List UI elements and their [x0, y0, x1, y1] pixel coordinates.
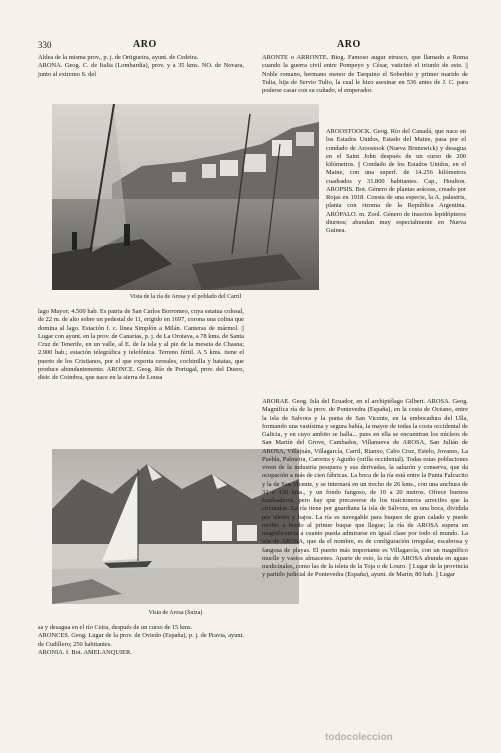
entry-arona: ARONA. Geog. C. de Italia (Lombardía), prov. y a 35 kms. NO. de Novara, junto al extremo S. del: [38, 62, 244, 78]
entry-arorae-arosa: ARORAE. Geog. Isla del Ecuador, en el archipiélago Gilbert. AROSA. Geog. Magnífica ría de la prov. de Pontevedra (España), en la costa de Océano, entre la isla de Salvora y la punta de San Vicente, en la embocadura del Ulla, formando una vastísima y segura bahía, la mayor de todas la costa occidental de Galicia, y en cuyo ambito se halla... pues en ella se encuentran los núcleos de San Martín del Grove, Cambados, Villanueva de AROSA, San Julián de AROSA, Villajuán, Villagarcía, Carril, Rianxo, Cabo Cruz, Estelo, Jovanes, La Puebla, Palmeira, Carreira y Aguiño (orilla occidental). Todas estas poblaciones viven de la industria pesquera y sus derivadas, la salazón y conserva, que da ocupación a más de cien fábricas. La boca de la ría está entre la Punta Falcucito y la de San Vicente, y se internará en un trecho de 26 kms., con una anchura de 32 a 128 kms., y un fondo fangoso, de 10 a 20 metros. Ofrece buenos fondeaderos, pero hay que precaverse de los traicioneros arrecifes que la circundan. La ría tiene por guardiana la isla de Sálvora, en una boca, dividida por islotes y bajos. La ría es navegable para buques de gran calado y puede recibir a bordo al primer buque que llegue; la ría de AROSA supera en magnificencia a cuanto pueda admirarse en igual clase por todo el mundo. La isla de AROSA, que da el nombre, es de configuración irregular, escabrosa y fangosa de playas. El puerto más importante es Villagarcía, con un magnífico muelle y vastos almacenes. Aparte de esto, la ría de AROSA abunda en aguas medicinales, como las de la isleta de la Toja o de Louro. || Lugar de la provincia y partido judicial de Pontevedra (España), ayunt. de Marín; 80 hab. || Lugar: [262, 398, 468, 579]
page-number: 330: [38, 40, 52, 50]
watermark: todocoleccion: [325, 732, 393, 743]
entry-aronia: ARONIA. f. Bot. AMELANQUIER.: [38, 648, 132, 656]
header-left: ARO: [133, 39, 157, 50]
caption-arosa: Vista de Arosa (Suiza): [148, 610, 203, 616]
header-right: ARO: [337, 39, 361, 50]
left-bottom-column: [38, 624, 244, 657]
entry-aldea: Aldea de la misma prov., p. j. de Ortigueira, ayunt. de Cedeira.: [38, 54, 199, 61]
entry-aronce-cont: sa y desagua en el río Ceira, después de un curso de 15 kms.: [38, 624, 193, 631]
right-top-column: [262, 54, 468, 95]
harbor-scene: [52, 104, 319, 290]
entry-aronte: ARONTE o ARRONTE. Biog. Famoso augur etrusco, que llamado a Roma cuando la guerra civil entre Pompeyo y César, vaticinó el triunfo de este. || Noble romano, hermano menor de Tarquino el Soberbio y primer marido de Tulia, hija de Servio Tulio, la cual le hizo asesinar en 536 antes de J. C. para poderse casar con su cuñado, el emperador.: [262, 54, 468, 94]
harbor-photo: [52, 104, 319, 290]
entry-aroostock: AROOSTOOCK. Geog. Río del Canadá, que nace en los Estados Unidos, Estado del Maine, pasa por el condado de Aroostook (Nueva Brunswick) y desagua en el Saint John después de un curso de 200 kilómetros. || Condado de los Estados Unidos, en el Maine, con una superf. de 14.256 kilómetros cuadrados y 31.800 habitantes. Cap., Houlton. AROPSIS. Bot. Género de plantas aráceas, creado por Rojas en 1918. Consta de una especie, la A. palustris, planta con rizoma de la República Argentina. ARÓPALO. m. Zool. Género de insectos lepidópteros diurnos; abundan muy especialmente en Nueva Guinea.: [326, 128, 466, 234]
caption-harbor: Vista de la ría de Arosa y el poblado del Carril: [129, 294, 242, 300]
left-top-column: [38, 54, 244, 79]
entry-arona-cont: lago Mayor; 4.500 hab. Es patria de San Carlos Borromeo, cuya estatua colosal, de 22 m. de alto sobre un pedestal de 11, erigido en 1697, corona una colina que domina al lago. Estación f. c. línea Simplón a Milán. Canteras de mármol. || Lugar con ayunt. en la prov. de Canarias, p. j. de La Orotava, a 78 kms. de Santa Cruz de Tenerife, en un valle, al E. de la isla y al pie de la meseta de Chasna; 2.900 hab.; estación telegráfica y telefónica. Terreno fértil. A 5 kms. tiene el puerto de los Cristianos, por el que exporta cereales, cochinilla y batatas, que produce abundantemente. ARONCE. Geog. Río de Portugal, prov. del Duero, distr. de Coimbra, que nace en la sierra de Lousa: [38, 308, 244, 381]
right-long-column: [262, 398, 468, 728]
left-mid-column: [38, 308, 244, 382]
entry-aronces: ARONCES. Geog. Lugar de la prov. de Oviedo (España), p. j. de Pravia, ayunt. de Cudillero; 250 habitantes.: [38, 632, 244, 648]
right-narrow-column: [326, 128, 466, 396]
